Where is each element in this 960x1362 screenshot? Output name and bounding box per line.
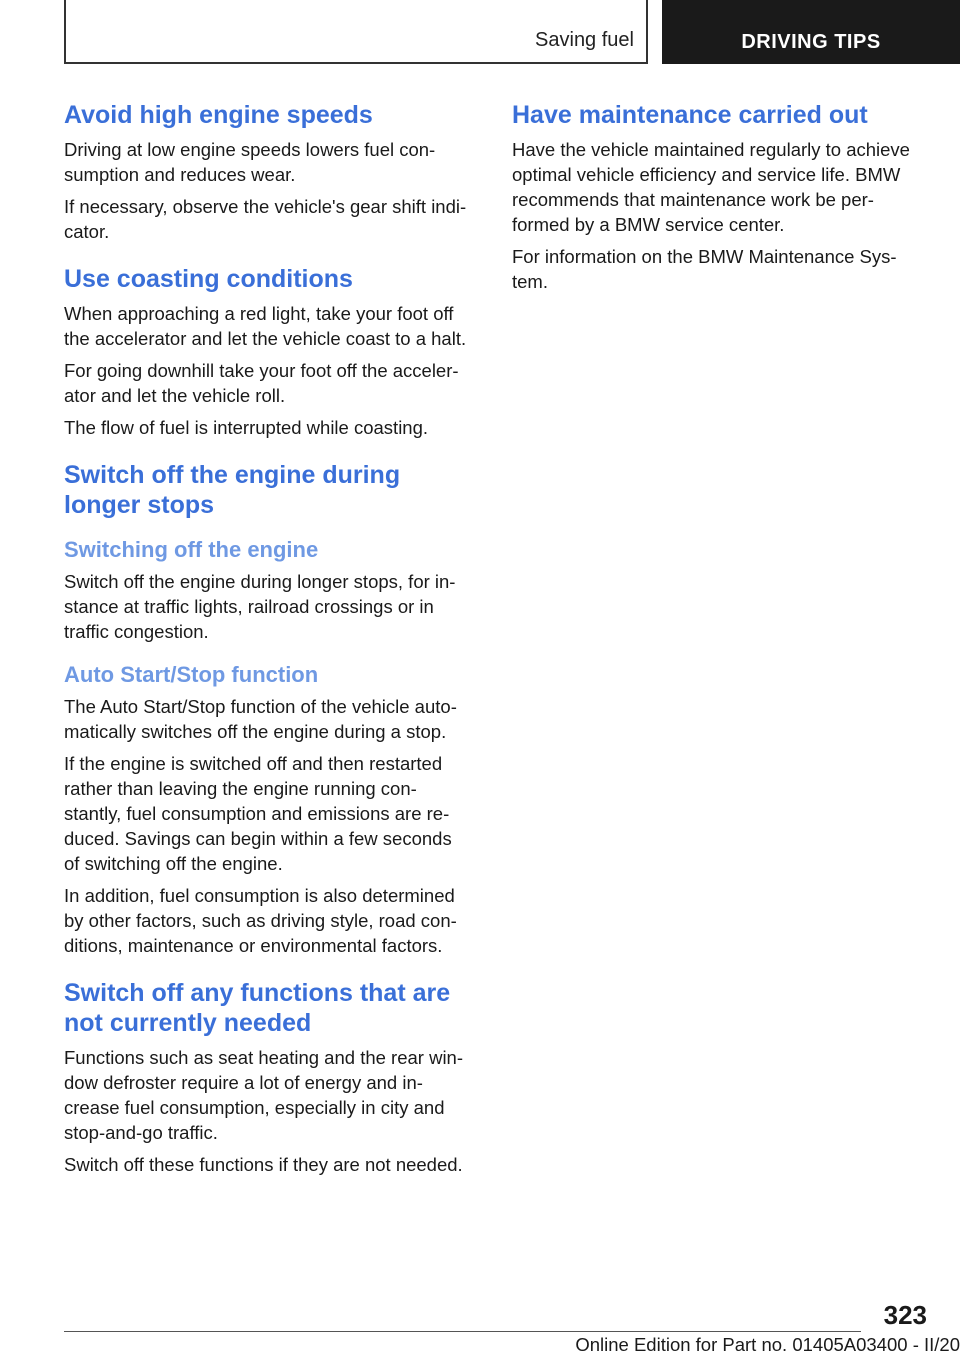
heading-switch-off-functions: Switch off any functions that are not currently needed: [64, 979, 451, 1037]
paragraph: Functions such as seat heating and the rear win- dow defroster require a lot of energy and in- crease fuel consumption, especially in city and stop-and-go traffic.: [64, 1047, 464, 1143]
subheading-switching-off-engine: Switching off the engine: [64, 537, 319, 562]
paragraph: For information on the BMW Maintenance Sys- tem.: [512, 246, 897, 292]
paragraph: In addition, fuel consumption is also determined by other factors, such as driving style, road con- ditions, maintenance or environmental factors.: [64, 885, 457, 956]
left-column: [64, 100, 480, 1177]
heading-use-coasting-conditions: Use coasting conditions: [64, 265, 353, 293]
right-column: [512, 100, 928, 294]
page-number: 323: [883, 1300, 927, 1330]
chapter-tab[interactable]: DRIVING TIPS: [662, 0, 960, 64]
paragraph: For going downhill take your foot off the acceler- ator and let the vehicle roll.: [64, 360, 459, 406]
paragraph: When approaching a red light, take your foot off the accelerator and let the vehicle coast to a halt.: [64, 303, 467, 349]
paragraph: The Auto Start/Stop function of the vehicle auto- matically switches off the engine during a stop.: [64, 696, 457, 742]
paragraph: If necessary, observe the vehicle's gear shift indi- cator.: [64, 196, 467, 242]
subheading-auto-start-stop: Auto Start/Stop function: [64, 662, 319, 687]
edition-footer: Online Edition for Part no. 01405A03400 - II/20: [575, 1334, 960, 1355]
footer-divider: [64, 1331, 861, 1332]
heading-have-maintenance-carried-out: Have maintenance carried out: [512, 101, 868, 129]
paragraph: Have the vehicle maintained regularly to achieve optimal vehicle efficiency and service life. BMW recommends that maintenance work be per- formed by a BMW service center.: [512, 139, 910, 235]
paragraph: Switch off the engine during longer stops, for in- stance at traffic lights, railroad crossings or in traffic congestion.: [64, 571, 456, 642]
section-title: Saving fuel: [535, 29, 634, 51]
paragraph: Switch off these functions if they are not needed.: [64, 1154, 463, 1175]
paragraph: Driving at low engine speeds lowers fuel con- sumption and reduces wear.: [64, 139, 436, 185]
header-frame: [64, 0, 648, 64]
paragraph: If the engine is switched off and then restarted rather than leaving the engine running con- stantly, fuel consumption and emissions are re- duced. Savings can begin within a few seconds of switching off the engine.: [64, 753, 452, 874]
heading-avoid-high-engine-speeds: Avoid high engine speeds: [64, 101, 373, 129]
paragraph: The flow of fuel is interrupted while coasting.: [64, 417, 429, 438]
heading-switch-off-engine: Switch off the engine during longer stops: [64, 461, 401, 519]
